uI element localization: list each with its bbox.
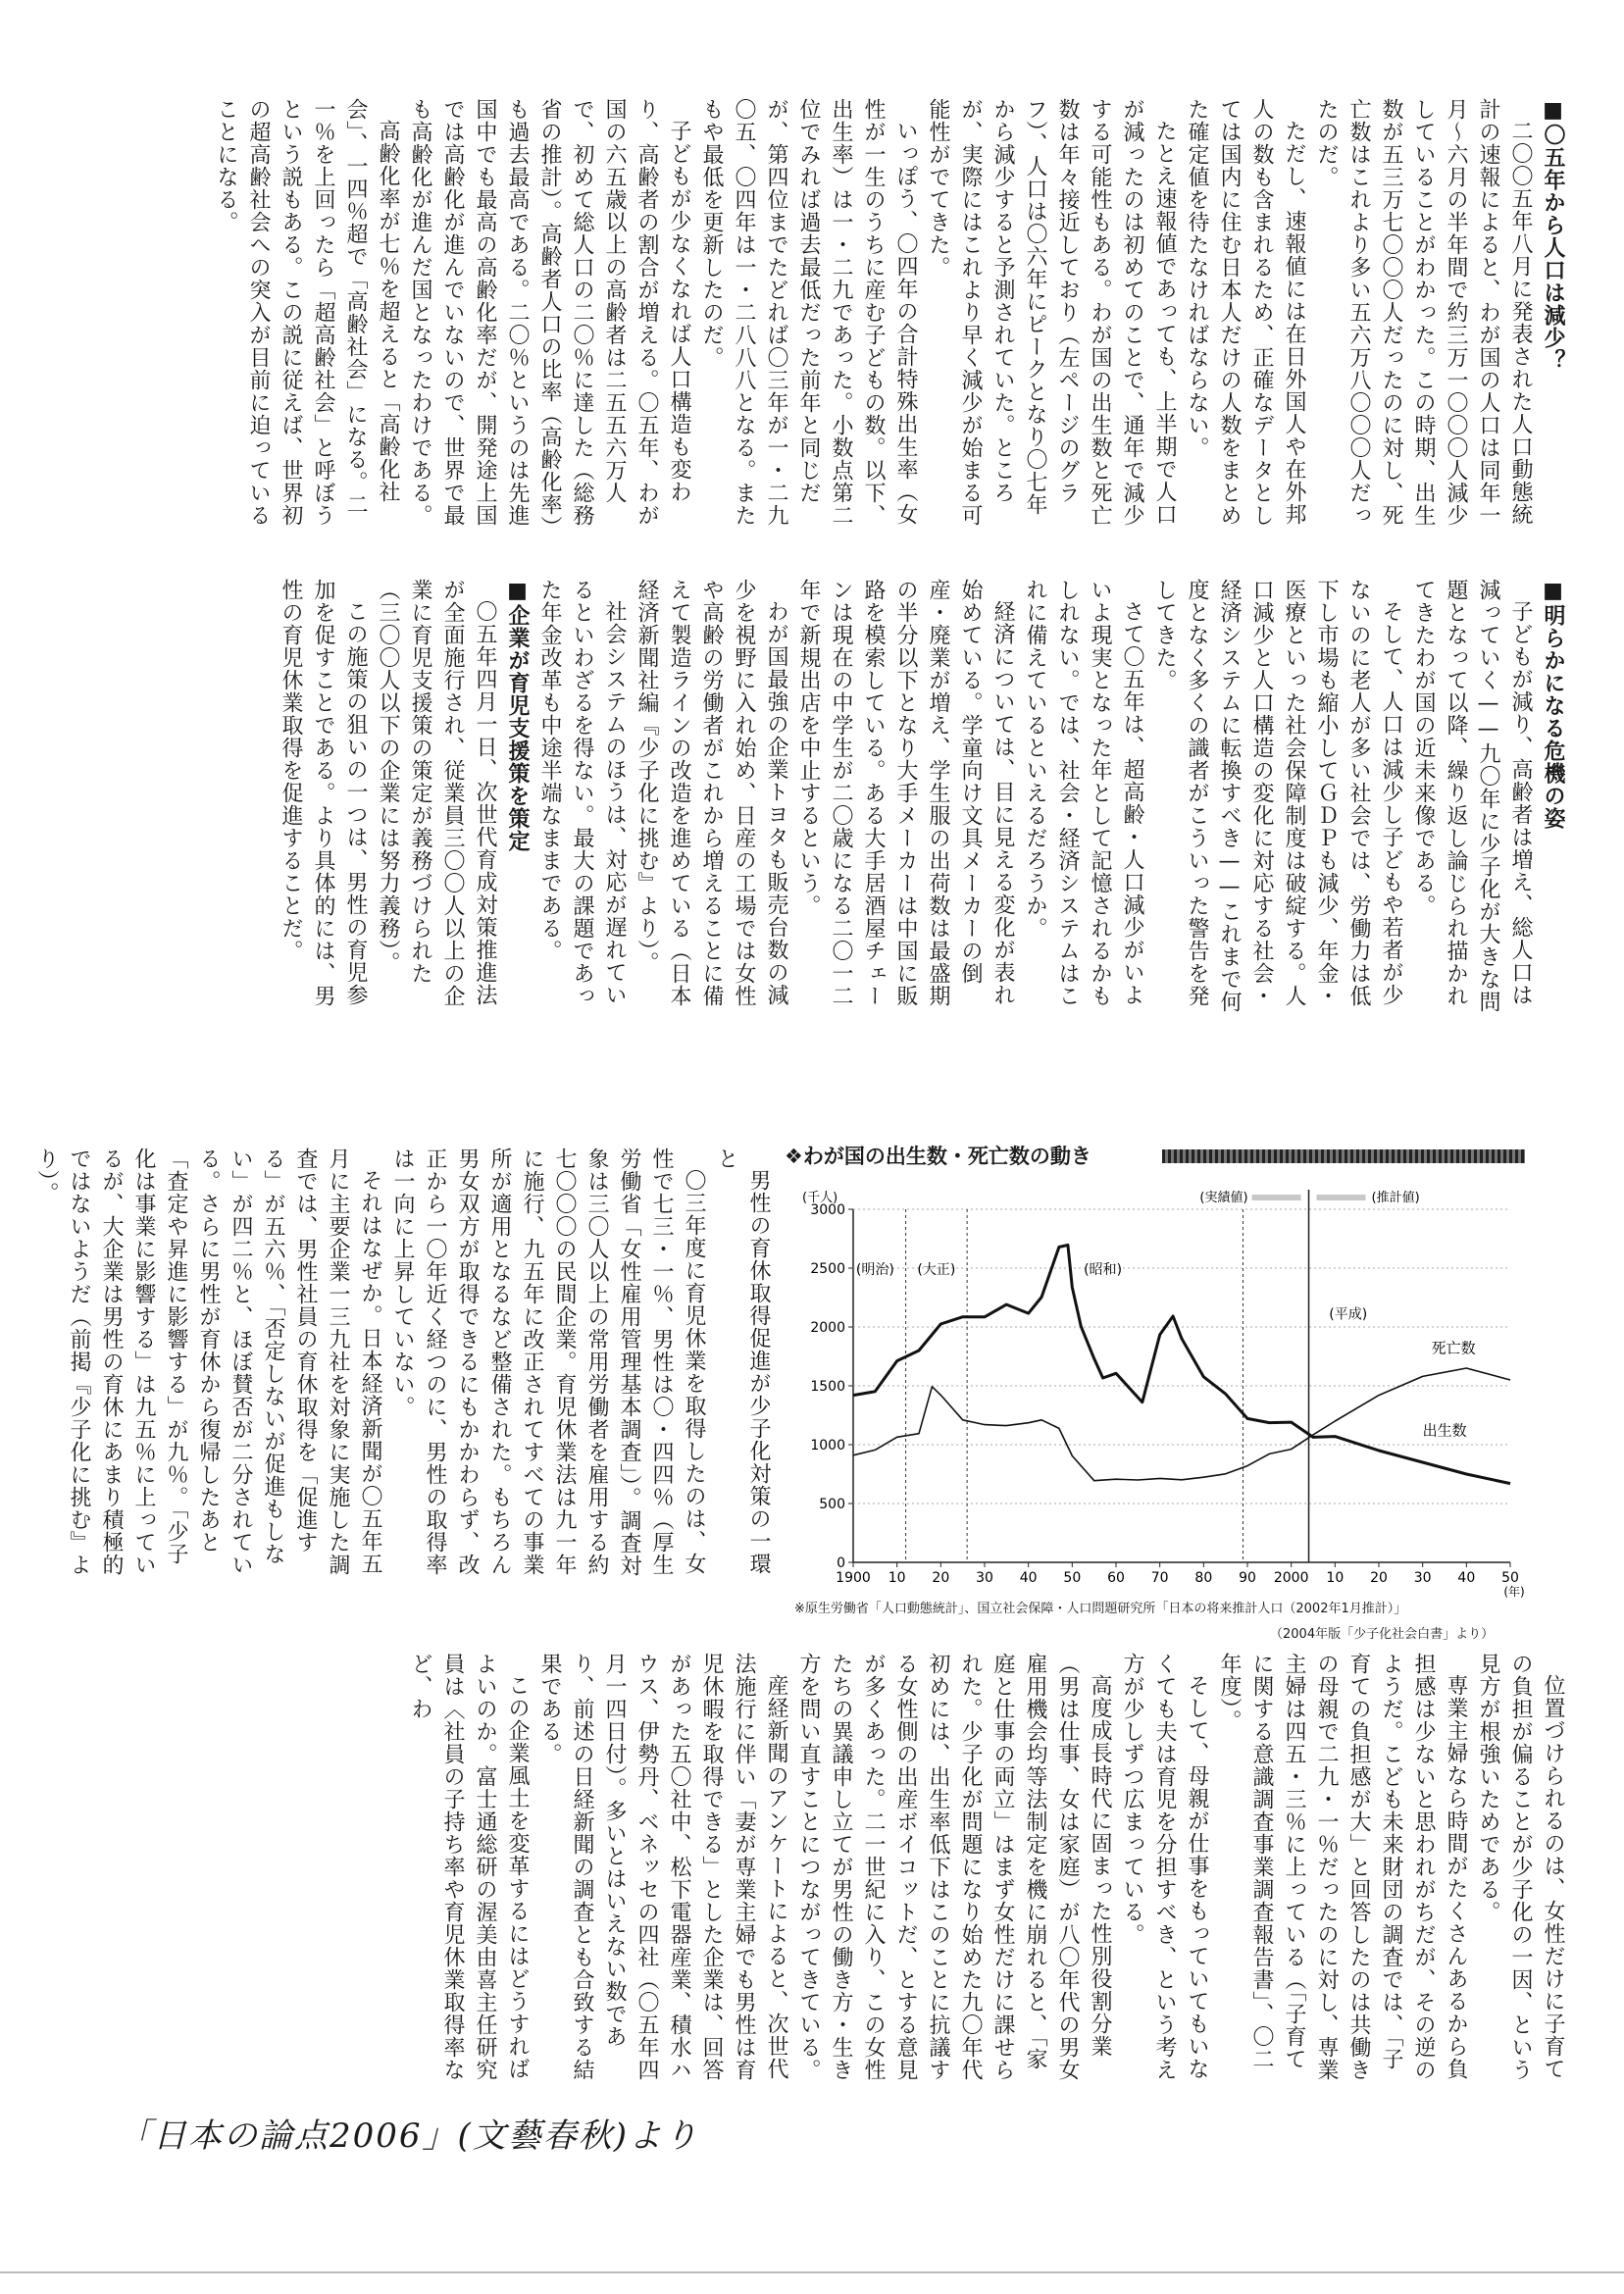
column-section-5 — [118, 1653, 1569, 2089]
x-tick-label: 30 — [976, 1570, 993, 1586]
column-section-1 — [157, 98, 1569, 535]
section-heading-crisis: ■ 明らかになる危機の姿 — [1537, 579, 1569, 1015]
paragraph: そして、母親が仕事をもっていてもいなくても夫は育児を分担すべき、という考え方が少しずつ広まっている。 — [1120, 1653, 1209, 2081]
y-tick-label: 0 — [837, 1555, 845, 1571]
series-label: 出生数 — [1422, 1421, 1467, 1440]
y-tick-label: 2000 — [810, 1320, 845, 1336]
x-tick-label: 20 — [1370, 1570, 1388, 1586]
paragraph: 〇五年四月一日、次世代育成対策推進法が全面施行され、従業員三〇〇人以上の企業に育児支援策の策定が義務づけられた（三〇〇人以下の企業には努力義務）。 — [376, 579, 497, 1007]
paragraph: この企業風土を変革するにはどうすればよいのか。富士通総研の渥美由喜主任研究員は〈社員の子持ち率や育児休業取得率など、わ — [408, 1653, 530, 2081]
x-tick-label: 60 — [1107, 1570, 1125, 1586]
paragraph: 産経新聞のアンケートによると、次世代法施行に伴い「妻が専業主婦でも男性は育児休暇を取得できる」とした企業は、回答があった五〇社中、松下電器産業、積水ハウス、伊勢丹、ベネッセの四社（〇五年四月一四日付）。多いとはいえない数であり、前述の日経新聞の調査とも合致する結果である。 — [537, 1653, 788, 2081]
paragraph: 二〇〇五年八月に発表された人口動態統計の速報によると、わが国の人口は同年一月〜六月の半年間で約三万一〇〇〇人減少していることがわかった。この時期、出生数が五三万七〇〇〇人だったのに対し、死亡数はこれより多い五六万八〇〇〇人だったのだ。 — [1314, 98, 1533, 527]
paragraph: 経済については、目に見える変化が表れ始めている。学童向け文具メーカーの倒産・廃業が増え、学生服の出荷数は最盛期の半分以下となり大手メーカーは中国に販路を模索している。ある大手居酒屋チェーンは現在の中学生が二〇歳になる二〇一二年で新規出店を中止するという。 — [796, 579, 1015, 1007]
x-tick-label: 10 — [888, 1570, 906, 1586]
y-tick-label: 1500 — [810, 1379, 845, 1395]
x-tick-label: 30 — [1413, 1570, 1432, 1586]
era-label: (平成) — [1329, 1306, 1368, 1323]
x-tick-label: 50 — [1501, 1570, 1519, 1586]
y-tick-label: 3000 — [810, 1202, 845, 1218]
y-tick-label: 2500 — [810, 1261, 845, 1277]
chart-source-note: ※原生労働省「人口動態統計」、国立社会保障・人口問題研究所「日本の将来推計人口（2002年1月推計）」 — [794, 1602, 1407, 1616]
chart-plot — [785, 1170, 1530, 1602]
paragraph: いっぽう、〇四年の合計特殊出生率（女性が一生のうちに産む子どもの数。以下、出生率）は一・二九であった。小数点第二位でみれば過去最低だった前年と同じだが、第四位までたどれば〇三年が一・二九〇五、〇四年は一・二八八八となる。またもや最低を更新したのだ。 — [699, 98, 918, 527]
paragraph: 男性の育休取得促進が少子化対策の一環と — [714, 1147, 771, 1575]
paragraph: そして、人口は減少し子どもや若者が少ないのに老人が多い社会では、労働力は低下し市場も縮小してＧＤＰも減少、年金・医療といった社会保障制度は破綻する。人口減少と人口構造の変化に対応する社会・経済システムに転換すべき——これまで何度となく多くの識者がこういった警告を発してきた。 — [1152, 579, 1403, 1013]
paragraph: この施策の狙いの一つは、男性の育児参加を促すことである。より具体的には、男性の育児休業取得を促進することだ。 — [279, 579, 368, 1007]
scan-edge — [0, 2271, 1624, 2273]
paragraph: 子どもが減り、高齢者は増え、総人口は減っていく——九〇年に少子化が大きな問題となって以降、繰り返し論じられ描かれてきたわが国の近未来像である。 — [1411, 579, 1533, 1013]
paragraph: 位置づけられるのは、女性だけに子育ての負担が偏ることが少子化の一因、という見方が根強いためである。 — [1476, 1653, 1565, 2081]
era-label: (大正) — [917, 1262, 956, 1278]
x-tick-label: 1900 — [836, 1570, 871, 1586]
series-label: 死亡数 — [1431, 1339, 1476, 1357]
column-section-2 — [78, 579, 1569, 1015]
paragraph: たとえ速報値であっても、上半期で人口が減ったのは初めてのことで、通年で減少する可能性もある。わが国の出生数と死亡数は年々接近しており（左ページのグラフ）、人口は〇六年にピークとなり〇七年から減少すると予測されていた。ところが、実際にはこれより早く減少が始まる可能性がでてきた。 — [926, 98, 1177, 527]
x-tick-label: 70 — [1150, 1570, 1169, 1586]
paragraph: 子どもが少なくなれば人口構造も変わり、高齢者の割合が増える。〇五年、わが国の六五歳以上の高齢者は二五五六万人で、初めて総人口の二〇％に達した（総務省の推計）。高齢者人口の比率（高齢化率）も過去最高である。二〇％というのは先進国中でも最高の高齢化率だが、開発途上国では高齢化が進んでいないので、世界で最も高齢化が進んだ国となったわけである。 — [408, 98, 691, 528]
x-tick-label: 10 — [1326, 1570, 1345, 1586]
paragraph: 高齢化率が七％を超えると「高齢化社会」、一四％超で「高齢社会」になる。二一％を上回ったら「超高齢社会」と呼ぼうという説もある。この説に従えば、世界初の超高齢社会への突入が目前に迫っていることになる。 — [214, 98, 400, 527]
y-tick-label: 1000 — [810, 1438, 845, 1453]
paragraph: ただし、速報値には在日外国人や在外邦人の数も含まれるため、正確なデータとしては国内に住む日本人だけの人数をまとめた確定値を待たなければならない。 — [1185, 98, 1306, 527]
x-tick-label: 40 — [1019, 1570, 1038, 1586]
series-line-births — [853, 1245, 1510, 1483]
paragraph: 専業主婦なら時間がたくさんあるから負担感は少ないと思われがちだが、その逆のようだ。こども未来財団の調査では、「子育ての負担感が大」と回答したのは共働きの母親で二九・一％だったのに対し、専業主婦は四五・三％に上っている（「子育てに関する意識調査事業調査報告書」、〇二年度）。 — [1217, 1653, 1468, 2081]
paragraph: 〇三年度に育児休業を取得したのは、女性で七三・一％、男性は〇・四四％（厚生労働省「女性雇用管理基本調査」）。調査対象は三〇人以上の常用労働者を雇用する約七〇〇〇の民間企業。育児休業法は九一年に施行、九五年に改正されてすべての事業所が適用となるなど整備された。もちろん男女双方が取得できるにもかかわらず、改正から一〇年近く経つのに、男性の取得率は一向に上昇していない。 — [390, 1147, 706, 1577]
projection-label: (推計値) — [1371, 1191, 1420, 1205]
era-label: (明治) — [855, 1262, 894, 1278]
paragraph: 社会システムのほうは、対応が遅れているといわざるを得ない。最大の課題であった年金改革も中途半端なままである。 — [537, 579, 627, 1007]
chart-title-icon: ❖ — [785, 1145, 803, 1168]
section-heading-childcare-support: ■ 企業が育児支援策を策定 — [501, 579, 533, 1015]
handwritten-source-note: 「日本の論点2006」(文藝春秋)より — [118, 2116, 700, 2156]
x-tick-label: 80 — [1194, 1570, 1213, 1586]
chart-credit: （2004年版「少子化社会白書」より） — [1270, 1627, 1495, 1642]
series-line-deaths — [853, 1368, 1510, 1481]
x-axis-unit: (年) — [1503, 1585, 1525, 1599]
y-axis-unit: (千人) — [802, 1191, 838, 1205]
paragraph: それはなぜか。日本経済新聞が〇五年五月に主要企業一三九社を対象に実施した調査では、男性社員の育休取得を「促進する」が五六％、「否定しないが促進もしない」が四二％と、ほぼ賛否が二分されている。さらに男性が育休から復帰したあと「査定や昇進に影響する」が九％。「少子化は事業に影響する」は九五％に上っているが、大企業は男性の育休にあまり積極的ではないようだ（前掲『少子化に挑む』より）。 — [34, 1147, 382, 1576]
paragraph: さて〇五年は、超高齢・人口減少がいよいよ現実となった年として記憶されるかもしれない。では、社会・経済システムはこれに備えているといえるだろうか。 — [1023, 579, 1144, 1007]
era-label: (昭和) — [1084, 1262, 1123, 1278]
x-tick-label: 40 — [1457, 1570, 1476, 1586]
actual-label: (実績値) — [1199, 1191, 1248, 1205]
chart-title-text: わが国の出生数・死亡数の動き — [802, 1145, 1091, 1168]
birth-death-chart — [785, 1141, 1530, 1621]
paragraph: わが国最強の企業トヨタも販売台数の減少を視野に入れ始め、日産の工場では女性や高齢の労働者がこれから増えることに備えて製造ラインの改造を進めている（日本経済新聞社編『少子化に挑む』より）。 — [634, 579, 788, 1007]
y-tick-label: 500 — [819, 1497, 845, 1512]
paragraph: 高度成長時代に固まった性別役割分業（男は仕事、女は家庭）が八〇年代の男女雇用機会均等法制定を機に崩れると、「家庭と仕事の両立」はまず女性だけに課せられた。少子化が問題になり始めた九〇年代初めには、出生率低下はこのことに抗議する女性側の出産ボイコットだ、とする意見が多くあった。二一世紀に入り、この女性たちの異議申し立てが男性の働き方・生き方を問い直すことにつながってきている。 — [796, 1653, 1112, 2081]
title-decoration-bar — [1162, 1149, 1525, 1163]
x-tick-label: 90 — [1239, 1570, 1256, 1586]
x-tick-label: 50 — [1063, 1570, 1082, 1586]
x-tick-label: 2000 — [1273, 1570, 1309, 1586]
chart-title — [785, 1141, 1530, 1172]
section-heading-population-decline: ■ 〇五年から人口は減少？ — [1537, 98, 1569, 535]
column-section-4 — [34, 1147, 775, 1584]
x-tick-label: 20 — [932, 1570, 950, 1586]
